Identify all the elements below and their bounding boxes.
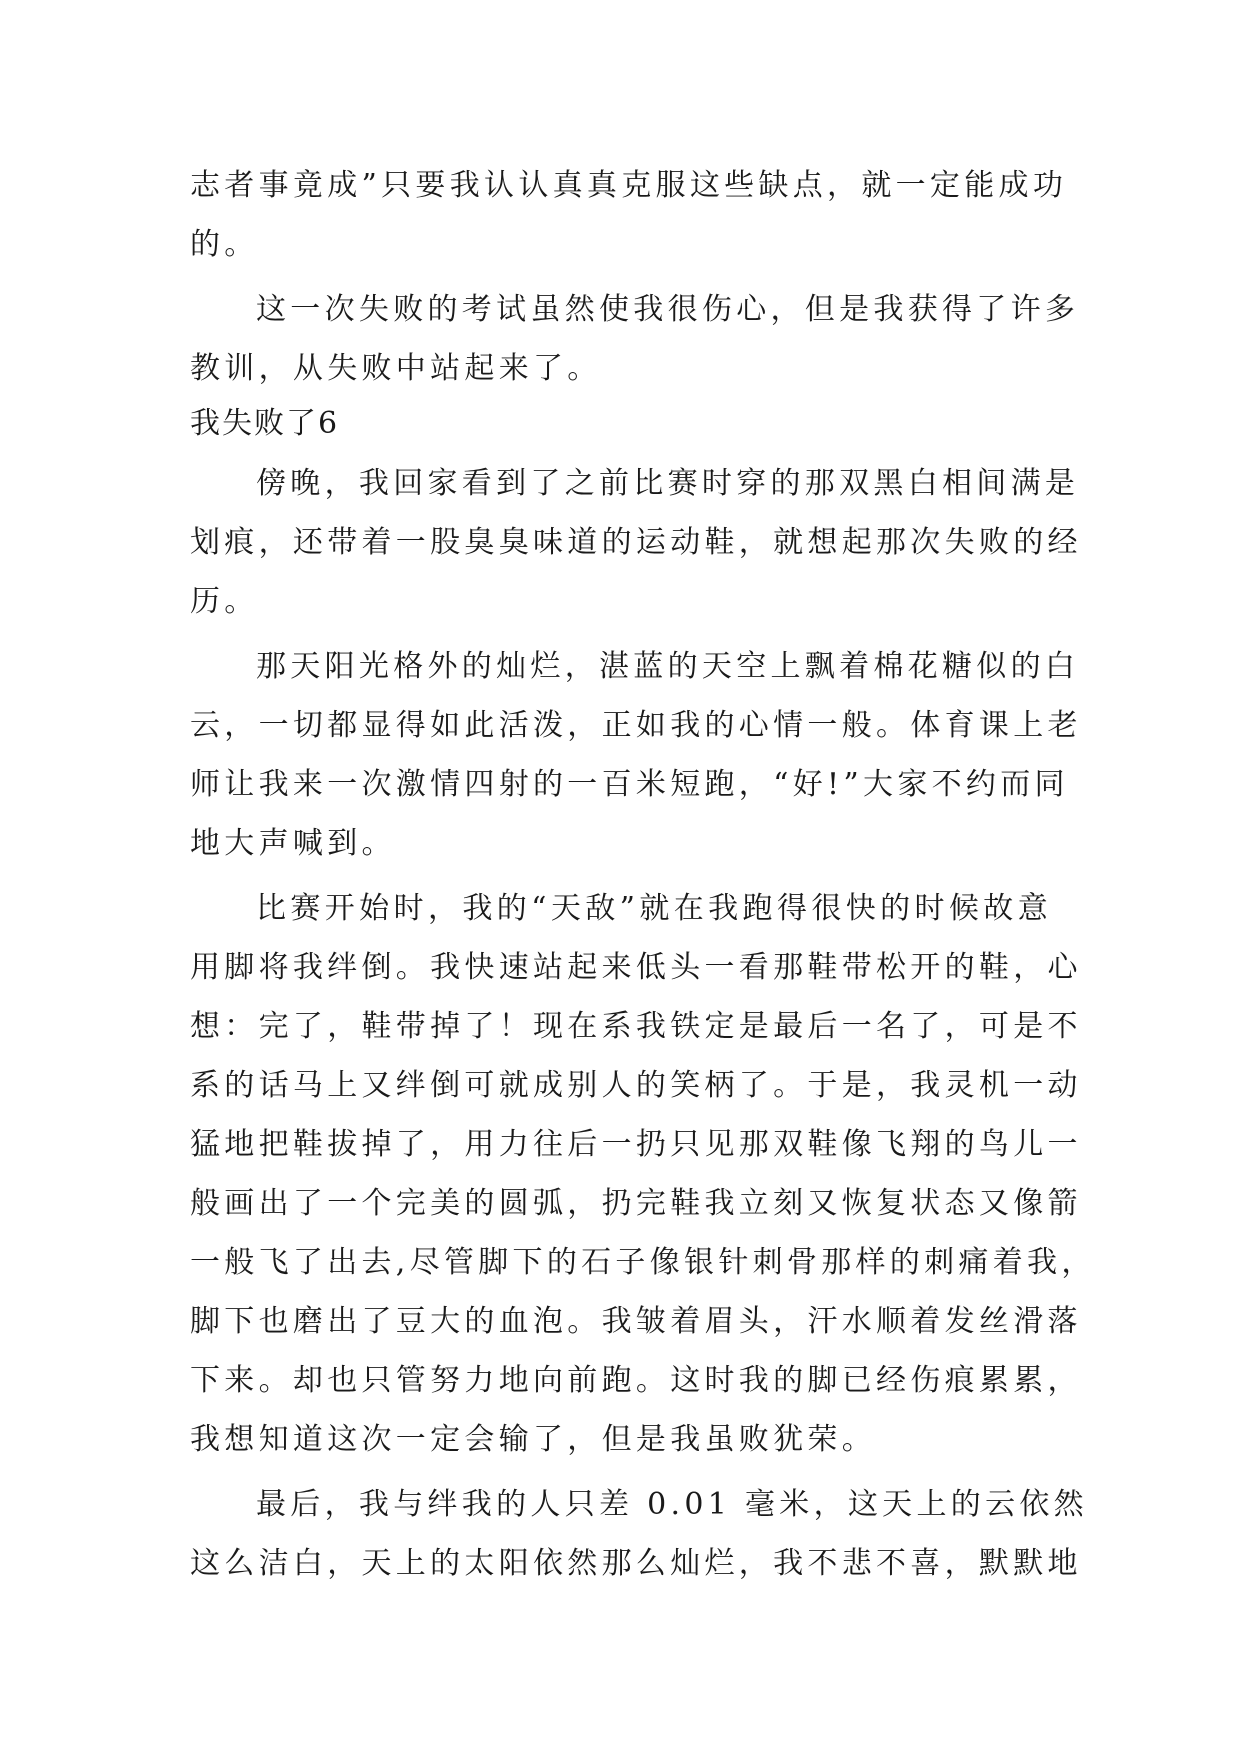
text-line: 师让我来一次激情四射的一百米短跑，“好!”大家不约而同 [190, 767, 1069, 802]
text-line: 般画出了一个完美的圆弧，扔完鞋我立刻又恢复状态又像箭 [190, 1186, 1082, 1221]
text-line: 最后，我与绊我的人只差 0.01 毫米，这天上的云依然 [256, 1487, 1088, 1522]
text-line: 我想知道这次一定会输了，但是我虽败犹荣。 [190, 1422, 876, 1457]
text-line: 猛地把鞋拔掉了，用力往后一扔只见那双鞋像飞翔的鸟儿一 [190, 1127, 1082, 1162]
essay-paragraph-2 [190, 637, 1082, 873]
section-heading: 我失败了6 [190, 406, 340, 441]
paragraph-conclusion [190, 280, 1080, 398]
text-line: 划痕，还带着一股臭臭味道的运动鞋，就想起那次失败的经 [190, 525, 1082, 560]
text-line: 想：完了，鞋带掉了！现在系我铁定是最后一名了，可是不 [190, 1009, 1082, 1044]
text-line: 的。 [190, 227, 259, 262]
text-line: 志者事竟成”只要我认认真真克服这些缺点，就一定能成功 [190, 168, 1068, 203]
text-line: 一般飞了出去,尽管脚下的石子像银针刺骨那样的刺痛着我， [190, 1245, 1096, 1280]
text-line: 用脚将我绊倒。我快速站起来低头一看那鞋带松开的鞋，心 [190, 950, 1082, 985]
paragraph-continued [190, 156, 1068, 274]
essay-paragraph-1 [190, 454, 1082, 631]
text-line: 这么洁白，天上的太阳依然那么灿烂，我不悲不喜，默默地 [190, 1546, 1082, 1581]
document-body [190, 156, 1096, 1593]
text-line: 傍晚，我回家看到了之前比赛时穿的那双黑白相间满是 [256, 466, 1080, 501]
text-line: 历。 [190, 584, 259, 619]
text-line: 下来。却也只管努力地向前跑。这时我的脚已经伤痕累累， [190, 1363, 1082, 1398]
essay-paragraph-3 [190, 879, 1096, 1469]
text-line: 地大声喊到。 [190, 826, 396, 861]
text-line: 系的话马上又绊倒可就成别人的笑柄了。于是，我灵机一动 [190, 1068, 1082, 1103]
text-line: 脚下也磨出了豆大的血泡。我皱着眉头，汗水顺着发丝滑落 [190, 1304, 1082, 1339]
text-line: 比赛开始时，我的“天敌”就在我跑得很快的时候故意 [256, 891, 1052, 926]
text-line: 这一次失败的考试虽然使我很伤心，但是我获得了许多 [256, 292, 1080, 327]
text-line: 那天阳光格外的灿烂，湛蓝的天空上飘着棉花糖似的白 [256, 649, 1080, 684]
text-line: 教训，从失败中站起来了。 [190, 351, 602, 386]
essay-paragraph-4 [190, 1475, 1088, 1593]
text-line: 云，一切都显得如此活泼，正如我的心情一般。体育课上老 [190, 708, 1082, 743]
